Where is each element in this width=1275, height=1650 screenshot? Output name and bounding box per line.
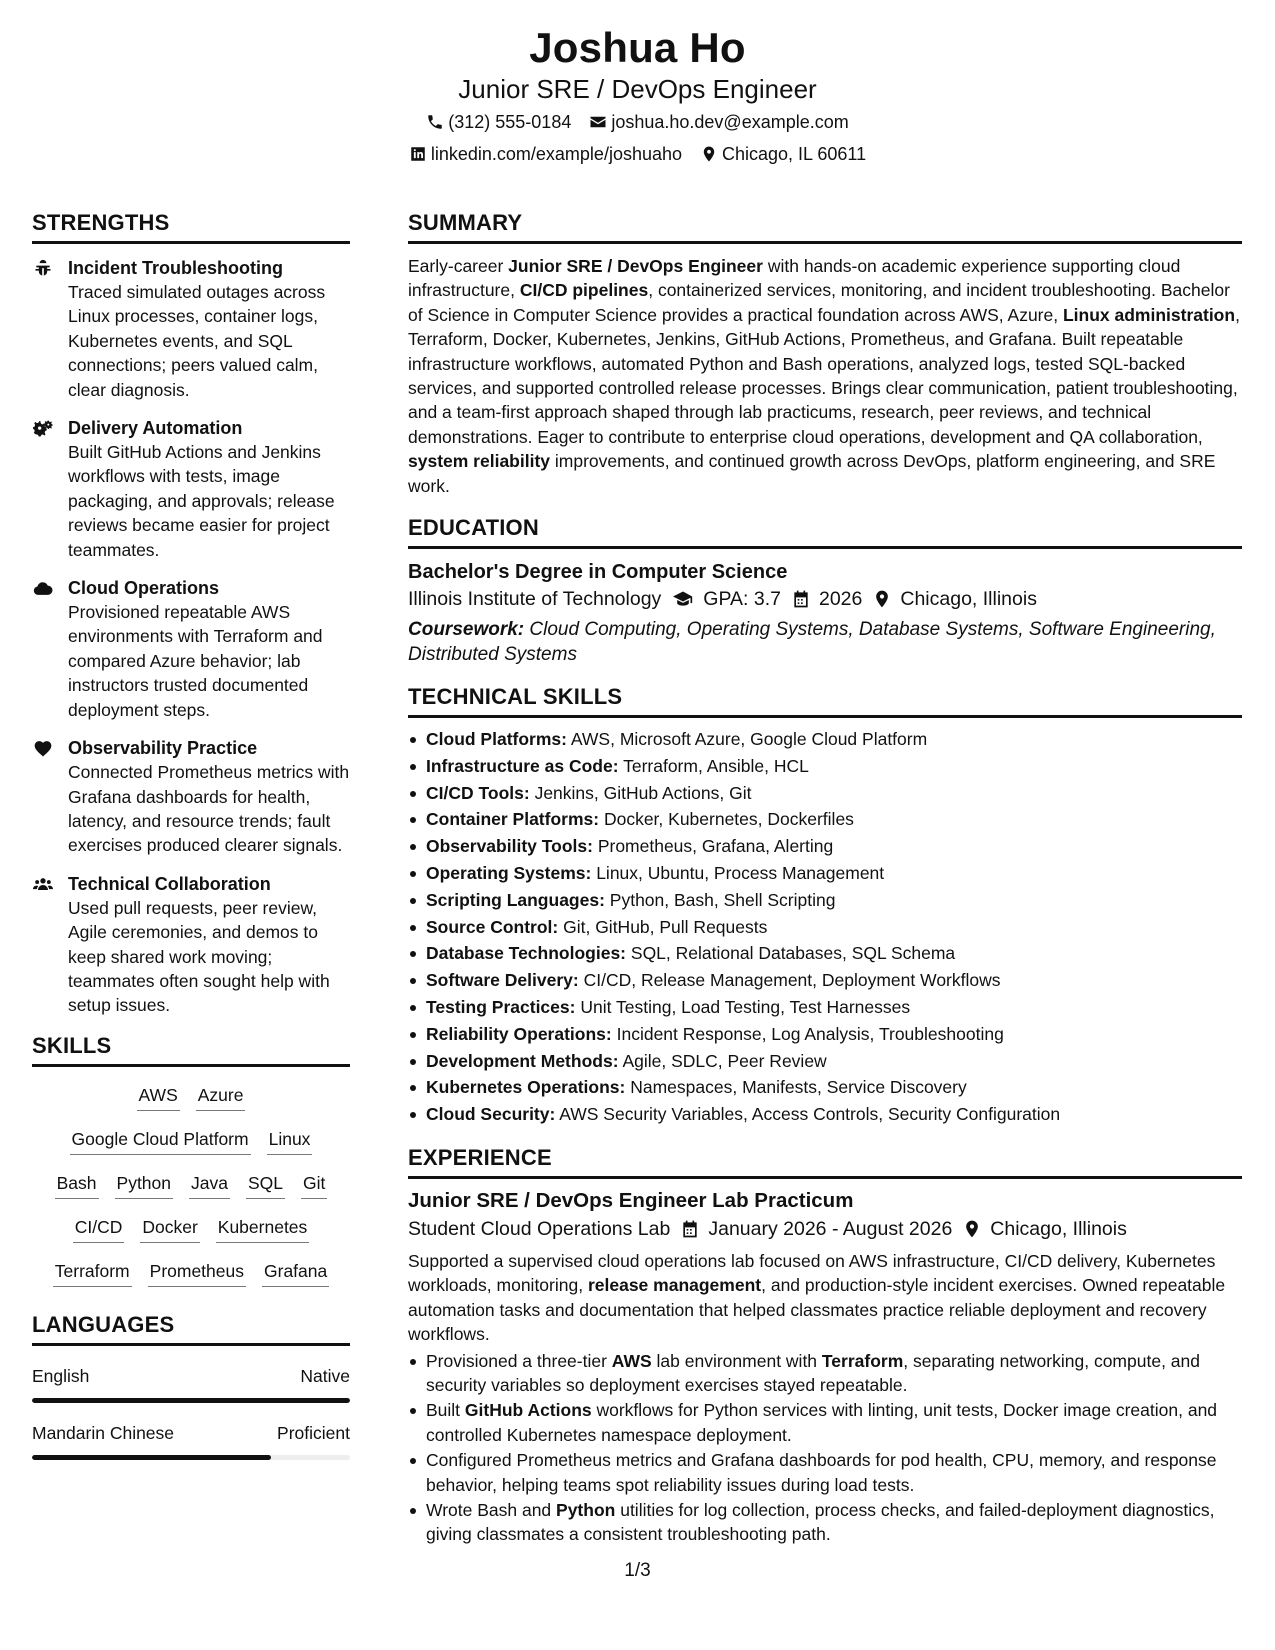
resume-header bbox=[0, 22, 1275, 166]
skill-values: Git, GitHub, Pull Requests bbox=[563, 916, 768, 937]
technical-skill-item bbox=[408, 806, 1242, 833]
emphasis-text: AWS bbox=[611, 1350, 652, 1371]
strength-desc: Connected Prometheus metrics with Grafana dashboards for health, latency, and resource trends; fault exercises produced clearer signals. bbox=[68, 762, 350, 856]
strength-title: Observability Practice bbox=[68, 738, 258, 759]
technical-skill-item bbox=[408, 860, 1242, 887]
text-run: , and production-style incident exercises. Owned repeatable automation tasks and documentation that helped classmates practice reliable deployment and recovery workflows. bbox=[408, 1275, 1226, 1345]
skill-category: Scripting Languages: bbox=[426, 889, 605, 910]
experience-location bbox=[962, 1215, 1127, 1243]
skill-values: Prometheus, Grafana, Alerting bbox=[597, 836, 834, 857]
calendar-icon bbox=[680, 1219, 700, 1239]
education-location-text: Chicago, Illinois bbox=[900, 588, 1037, 611]
language-level: Proficient bbox=[277, 1422, 350, 1443]
text-run: utilities for log collection, process checks, and failed-deployment diagnostics, giving classmates a consistent troubleshooting path. bbox=[426, 1500, 1215, 1545]
skills-heading: SKILLS bbox=[32, 1032, 350, 1067]
coursework bbox=[408, 617, 1242, 667]
linkedin-icon bbox=[409, 145, 427, 163]
skill-values: Incident Response, Log Analysis, Troubleshooting bbox=[616, 1023, 1004, 1044]
emphasis-text: Terraform bbox=[821, 1350, 904, 1371]
map-pin-icon bbox=[872, 589, 892, 609]
skill-values: Python, Bash, Shell Scripting bbox=[609, 889, 836, 910]
text-run: lab environment with bbox=[651, 1350, 822, 1371]
technical-skills-heading: TECHNICAL SKILLS bbox=[408, 683, 1242, 718]
envelope-icon bbox=[589, 113, 607, 131]
candidate-name: Joshua Ho bbox=[529, 24, 746, 71]
skill-values: Linux, Ubuntu, Process Management bbox=[596, 863, 885, 884]
language-proficiency-bar bbox=[32, 1455, 350, 1460]
organization: Student Cloud Operations Lab bbox=[408, 1218, 671, 1241]
skill-tag-row bbox=[32, 1083, 350, 1111]
text-run: Wrote Bash and bbox=[426, 1500, 557, 1521]
degree-title: Bachelor's Degree in Computer Science bbox=[408, 561, 788, 584]
languages-section bbox=[32, 1311, 350, 1460]
school-name: Illinois Institute of Technology bbox=[408, 588, 662, 611]
map-pin-icon bbox=[962, 1219, 982, 1239]
technical-skill-item bbox=[408, 967, 1242, 994]
skill-values: Agile, SDLC, Peer Review bbox=[622, 1050, 827, 1071]
contact-linkedin[interactable] bbox=[409, 142, 682, 166]
text-run: , containerized services, monitoring, and incident troubleshooting. Bachelor of Science in Computer Science provides a practical foundation across AWS, Azure, bbox=[408, 280, 1230, 325]
experience-bullet bbox=[408, 1398, 1242, 1447]
skill-tag: Docker bbox=[140, 1215, 199, 1243]
role-title: Junior SRE / DevOps Engineer Lab Practicum bbox=[408, 1189, 854, 1213]
strength-desc: Built GitHub Actions and Jenkins workflows with tests, image packaging, and approvals; release reviews became easier for project teammates. bbox=[68, 442, 335, 560]
experience-section bbox=[408, 1144, 1242, 1547]
contact-location bbox=[700, 142, 866, 166]
skill-values: AWS Security Variables, Access Controls, Security Configuration bbox=[559, 1104, 1061, 1125]
languages-list bbox=[32, 1364, 350, 1460]
language-name: Mandarin Chinese bbox=[32, 1422, 175, 1443]
strengths-section bbox=[32, 209, 350, 1018]
language-row bbox=[32, 1421, 350, 1445]
skill-category: Software Delivery: bbox=[426, 970, 579, 991]
heart-icon bbox=[32, 739, 54, 759]
text-run: Supported a supervised cloud operations lab focused on AWS infrastructure, CI/CD delivery, Kubernetes workloads, monitoring, bbox=[408, 1251, 1216, 1296]
skill-tag: Grafana bbox=[262, 1259, 329, 1287]
languages-heading: LANGUAGES bbox=[32, 1311, 350, 1346]
experience-bullet bbox=[408, 1349, 1242, 1398]
skill-tag: Python bbox=[115, 1171, 173, 1199]
strength-title: Delivery Automation bbox=[68, 418, 243, 439]
text-run: with hands-on academic experience supporting cloud infrastructure, bbox=[408, 256, 1181, 301]
skill-tag: Java bbox=[189, 1171, 230, 1199]
technical-skill-item bbox=[408, 833, 1242, 860]
skill-category: Infrastructure as Code: bbox=[426, 755, 619, 776]
language-item bbox=[32, 1364, 350, 1403]
emphasis-text: release management bbox=[587, 1275, 762, 1296]
skill-tag: Kubernetes bbox=[216, 1215, 310, 1243]
year-text: 2026 bbox=[818, 588, 863, 611]
skill-category: Development Methods: bbox=[426, 1050, 619, 1071]
technical-skill-item bbox=[408, 1021, 1242, 1048]
skill-tag-row bbox=[32, 1215, 350, 1243]
experience-meta bbox=[408, 1215, 1242, 1243]
text-run: Early-career bbox=[408, 256, 509, 276]
text-run: workflows for Python services with linting, unit tests, Docker image creation, and controlled Kubernetes namespace deployment. bbox=[426, 1400, 1218, 1445]
skill-tag: CI/CD bbox=[73, 1215, 125, 1243]
summary-section bbox=[408, 209, 1242, 498]
technical-skill-item bbox=[408, 1101, 1242, 1128]
technical-skill-item bbox=[408, 940, 1242, 967]
strength-title: Incident Troubleshooting bbox=[68, 258, 283, 278]
dates-text: January 2026 - August 2026 bbox=[708, 1218, 953, 1241]
strength-item bbox=[32, 416, 350, 562]
technical-skill-item bbox=[408, 1074, 1242, 1101]
cloud-icon bbox=[32, 579, 54, 599]
strength-item bbox=[32, 576, 350, 722]
email-text[interactable]: joshua.ho.dev@example.com bbox=[611, 112, 849, 132]
skill-tag: AWS bbox=[137, 1083, 180, 1111]
coursework-text: Cloud Computing, Operating Systems, Database Systems, Software Engineering, Distributed Systems bbox=[408, 619, 1216, 666]
skill-tag: Terraform bbox=[53, 1259, 132, 1287]
skill-category: Cloud Platforms: bbox=[426, 729, 567, 750]
text-run: Provisioned a three-tier bbox=[426, 1350, 612, 1371]
phone-text: (312) 555-0184 bbox=[448, 112, 572, 132]
contact-row-2 bbox=[0, 142, 1275, 166]
skill-values: Jenkins, GitHub Actions, Git bbox=[534, 782, 752, 803]
experience-bullet bbox=[408, 1448, 1242, 1497]
experience-bullets bbox=[408, 1349, 1242, 1547]
summary-text bbox=[408, 254, 1242, 498]
emphasis-text: CI/CD pipelines bbox=[519, 280, 649, 301]
skill-values: SQL, Relational Databases, SQL Schema bbox=[630, 943, 956, 964]
experience-location-text: Chicago, Illinois bbox=[990, 1218, 1127, 1241]
education-section bbox=[408, 514, 1242, 667]
technical-skills-list bbox=[408, 726, 1242, 1128]
experience-heading: EXPERIENCE bbox=[408, 1144, 1242, 1179]
language-level: Native bbox=[300, 1365, 350, 1386]
skill-values: Unit Testing, Load Testing, Test Harnesses bbox=[580, 997, 911, 1018]
skill-category: Source Control: bbox=[426, 916, 559, 937]
strength-title: Cloud Operations bbox=[68, 578, 220, 599]
strength-item bbox=[32, 872, 350, 1018]
text-run: Built bbox=[426, 1400, 465, 1421]
experience-dates bbox=[680, 1215, 952, 1243]
calendar-icon bbox=[791, 589, 811, 609]
skill-category: Operating Systems: bbox=[426, 863, 592, 884]
skill-category: Database Technologies: bbox=[426, 943, 627, 964]
page-number: 1/3 bbox=[624, 1560, 651, 1581]
education-heading: EDUCATION bbox=[408, 514, 1242, 549]
emphasis-text: Linux administration bbox=[1062, 304, 1236, 325]
emphasis-text: system reliability bbox=[408, 451, 551, 472]
map-pin-icon bbox=[700, 145, 718, 163]
strength-item bbox=[32, 736, 350, 858]
language-proficiency-fill bbox=[32, 1455, 271, 1460]
candidate-title: Junior SRE / DevOps Engineer bbox=[458, 74, 817, 104]
strength-desc: Provisioned repeatable AWS environments with Terraform and compared Azure behavior; lab instructors trusted documented deployment steps. bbox=[68, 602, 323, 720]
language-proficiency-bar bbox=[32, 1398, 350, 1403]
strengths-list bbox=[32, 256, 350, 1018]
gears-icon bbox=[32, 419, 54, 439]
skill-tag-row bbox=[32, 1259, 350, 1287]
skills-tags bbox=[32, 1083, 350, 1287]
text-run: , separating networking, compute, and security variables so deployment exercises stayed repeatable. bbox=[426, 1350, 1200, 1396]
skill-tag: SQL bbox=[246, 1171, 285, 1199]
emphasis-text: Python bbox=[556, 1500, 616, 1521]
skill-category: Testing Practices: bbox=[426, 997, 576, 1018]
users-icon bbox=[32, 875, 54, 895]
left-column bbox=[32, 209, 350, 1460]
skill-values: Namespaces, Manifests, Service Discovery bbox=[630, 1077, 967, 1098]
strength-item bbox=[32, 256, 350, 402]
skill-category: Container Platforms: bbox=[426, 809, 600, 830]
skill-tag-row bbox=[32, 1127, 350, 1155]
language-name: English bbox=[32, 1365, 90, 1386]
right-column bbox=[408, 209, 1242, 1548]
language-row bbox=[32, 1364, 350, 1388]
education-meta bbox=[408, 585, 1242, 613]
bug-icon bbox=[32, 259, 54, 279]
text-run: improvements, and continued growth across DevOps, platform engineering, and SRE work. bbox=[408, 451, 1216, 496]
skills-section bbox=[32, 1032, 350, 1287]
skill-category: Kubernetes Operations: bbox=[426, 1077, 626, 1098]
skill-tag: Google Cloud Platform bbox=[70, 1127, 251, 1155]
graduation-year bbox=[791, 585, 862, 613]
technical-skill-item bbox=[408, 994, 1242, 1021]
text-run: Configured Prometheus metrics and Grafana dashboards for pod health, CPU, memory, and response behavior, helping teams spot reliability issues during load tests. bbox=[426, 1450, 1217, 1495]
contact-row-1 bbox=[0, 110, 1275, 134]
skill-tag: Linux bbox=[267, 1127, 313, 1155]
gpa bbox=[671, 585, 781, 613]
technical-skills-section bbox=[408, 683, 1242, 1128]
linkedin-text[interactable]: linkedin.com/example/joshuaho bbox=[430, 144, 683, 164]
coursework-label: Coursework: bbox=[408, 619, 525, 641]
gpa-text: GPA: 3.7 bbox=[703, 588, 781, 611]
emphasis-text: GitHub Actions bbox=[464, 1400, 592, 1421]
skill-values: AWS, Microsoft Azure, Google Cloud Platform bbox=[570, 729, 928, 750]
technical-skill-item bbox=[408, 1048, 1242, 1075]
language-item bbox=[32, 1421, 350, 1460]
strength-desc: Used pull requests, peer review, Agile ceremonies, and demos to keep shared work moving; teammates often sought help with setup issues. bbox=[68, 897, 330, 1016]
contact-phone bbox=[426, 110, 571, 134]
skill-tag: Prometheus bbox=[148, 1259, 246, 1287]
strength-title: Technical Collaboration bbox=[68, 873, 271, 894]
technical-skill-item bbox=[408, 887, 1242, 914]
strengths-heading: STRENGTHS bbox=[32, 209, 350, 244]
technical-skill-item bbox=[408, 726, 1242, 753]
summary-heading: SUMMARY bbox=[408, 209, 1242, 244]
graduation-cap-icon bbox=[671, 589, 695, 609]
phone-icon bbox=[426, 113, 444, 131]
technical-skill-item bbox=[408, 780, 1242, 807]
experience-intro bbox=[408, 1249, 1242, 1347]
text-run: , Terraform, Docker, Kubernetes, Jenkins, GitHub Actions, Prometheus, and Grafana. Built repeatable infrastructure workflows, automated Python and Bash operations, analyzed logs, tested SQL-backed services, and supported controlled release processes. Brings clear communication, patient troubleshooting, and a team-first approach shaped through lab practicums, research, peer reviews, and technical demonstrations. Eager to contribute to enterprise cloud operations, development and QA collaboration, bbox=[408, 304, 1240, 447]
skill-values: CI/CD, Release Management, Deployment Workflows bbox=[583, 970, 1001, 991]
skill-values: Terraform, Ansible, HCL bbox=[623, 755, 809, 776]
skill-tag: Git bbox=[301, 1171, 327, 1199]
contact-email[interactable] bbox=[589, 110, 848, 134]
skill-category: Observability Tools: bbox=[426, 836, 593, 857]
skill-tag-row bbox=[32, 1171, 350, 1199]
location-text: Chicago, IL 60611 bbox=[722, 144, 867, 164]
skill-tag: Bash bbox=[55, 1171, 99, 1199]
technical-skill-item bbox=[408, 914, 1242, 941]
language-proficiency-fill bbox=[32, 1398, 350, 1403]
experience-bullet bbox=[408, 1498, 1242, 1547]
skill-tag: Azure bbox=[196, 1083, 246, 1111]
technical-skill-item bbox=[408, 753, 1242, 780]
skill-values: Docker, Kubernetes, Dockerfiles bbox=[603, 809, 854, 830]
strength-desc: Traced simulated outages across Linux processes, container logs, Kubernetes events, and SQL connections; peers valued calm, clear diagnosis. bbox=[68, 282, 326, 400]
emphasis-text: Junior SRE / DevOps Engineer bbox=[508, 256, 763, 276]
skill-category: Reliability Operations: bbox=[426, 1023, 612, 1044]
education-location bbox=[872, 585, 1037, 613]
skill-category: Cloud Security: bbox=[426, 1104, 556, 1125]
skill-category: CI/CD Tools: bbox=[426, 782, 530, 803]
